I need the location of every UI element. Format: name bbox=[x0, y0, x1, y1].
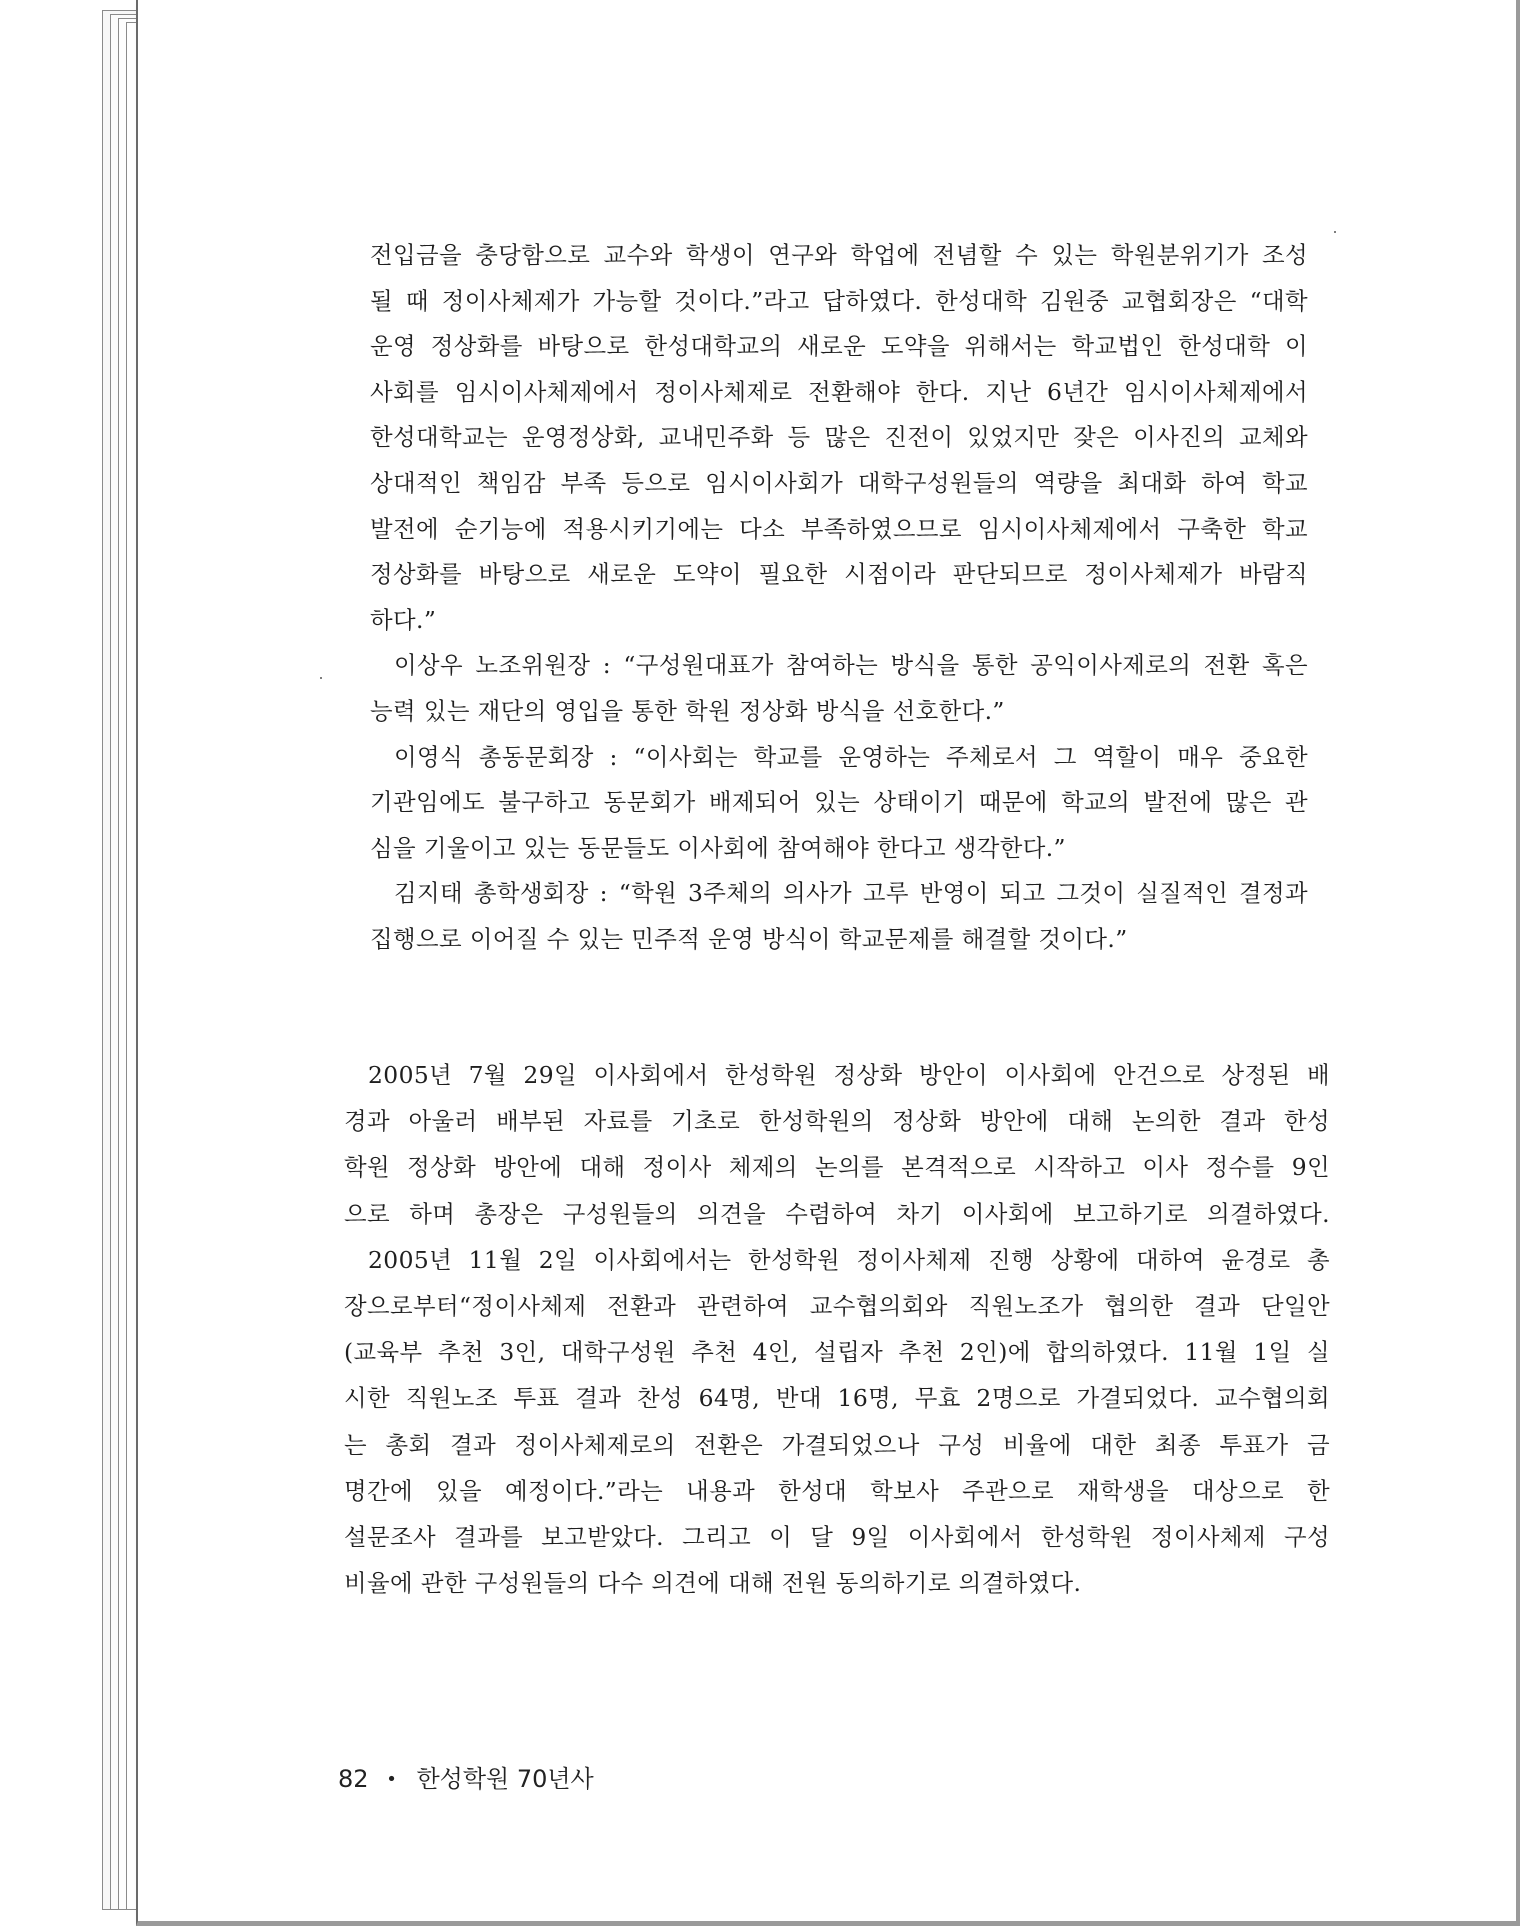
quote-student-president: 김지태 총학생회장 : “학원 3주체의 의사가 고루 반영이 되고 그것이 실질적인 결정과 bbox=[394, 879, 1308, 908]
page-number: 82 bbox=[338, 1765, 369, 1793]
body-line: 발전에 순기능에 적용시키기에는 다소 부족하였으므로 임시이사체제에서 구축한 학교 bbox=[370, 514, 1308, 543]
body-line: 는 총회 결과 정이사체제로의 전환은 가결되었으나 구성 비율에 대한 최종 투표가 금 bbox=[344, 1430, 1330, 1459]
body-line: 사회를 임시이사체제에서 정이사체제로 전환해야 한다. 지난 6년간 임시이사체제에서 bbox=[370, 377, 1308, 406]
board-meeting-paragraphs bbox=[344, 1052, 1330, 1606]
paragraph-2005-11-02: 2005년 11월 2일 이사회에서는 한성학원 정이사체제 진행 상황에 대하여 윤경로 총 bbox=[368, 1245, 1330, 1274]
page-footer bbox=[338, 1759, 594, 1794]
body-line: 설문조사 결과를 보고받았다. 그리고 이 달 9일 이사회에서 한성학원 정이사체제 구성 bbox=[344, 1522, 1330, 1551]
body-line: 하다.” bbox=[370, 605, 437, 634]
body-line: 심을 기울이고 있는 동문들도 이사회에 참여해야 한다고 생각한다.” bbox=[370, 833, 1066, 862]
body-line: 시한 직원노조 투표 결과 찬성 64명, 반대 16명, 무효 2명으로 가결되었다. 교수협의회 bbox=[344, 1384, 1330, 1413]
body-line: 정상화를 바탕으로 새로운 도약이 필요한 시점이라 판단되므로 정이사체제가 바람직 bbox=[370, 560, 1308, 589]
body-line: 학원 정상화 방안에 대해 정이사 체제의 논의를 본격적으로 시작하고 이사 정수를 9인 bbox=[344, 1153, 1330, 1182]
quote-alumni-chief: 이영식 총동문회장 : “이사회는 학교를 운영하는 주체로서 그 역할이 매우 중요한 bbox=[394, 742, 1308, 771]
body-line: 명간에 있을 예정이다.”라는 내용과 한성대 학보사 주관으로 재학생을 대상으로 한 bbox=[344, 1476, 1330, 1505]
body-line: 될 때 정이사체제가 가능할 것이다.”라고 답하였다. 한성대학 김원중 교협회장은 “대학 bbox=[370, 286, 1308, 315]
body-line: (교육부 추천 3인, 대학구성원 추천 4인, 설립자 추천 2인)에 합의하였다. 11월 1일 실 bbox=[344, 1338, 1330, 1367]
body-line: 한성대학교는 운영정상화, 교내민주화 등 많은 진전이 있었지만 잦은 이사진의 교체와 bbox=[370, 423, 1308, 452]
quote-union-chief: 이상우 노조위원장 : “구성원대표가 참여하는 방식을 통한 공익이사제로의 전환 혹은 bbox=[394, 651, 1308, 680]
body-line: 기관임에도 불구하고 동문회가 배제되어 있는 상태이기 때문에 학교의 발전에 많은 관 bbox=[370, 788, 1308, 817]
body-line: 장으로부터“정이사체제 전환과 관련하여 교수협의회와 직원노조가 협의한 결과 단일안 bbox=[344, 1291, 1330, 1320]
body-line: 집행으로 이어질 수 있는 민주적 운영 방식이 학교문제를 해결할 것이다.” bbox=[370, 924, 1128, 953]
body-line: 으로 하며 총장은 구성원들의 의견을 수렴하여 차기 이사회에 보고하기로 의결하였다. bbox=[344, 1199, 1330, 1228]
scan-speck bbox=[320, 677, 322, 679]
book-title: 한성학원 70년사 bbox=[416, 1765, 594, 1793]
body-line: 경과 아울러 배부된 자료를 기초로 한성학원의 정상화 방안에 대해 논의한 결과 한성 bbox=[344, 1107, 1330, 1136]
body-line: 전입금을 충당함으로 교수와 학생이 연구와 학업에 전념할 수 있는 학원분위기가 조성 bbox=[370, 241, 1308, 269]
body-line: 능력 있는 재단의 영입을 통한 학원 정상화 방식을 선호한다.” bbox=[370, 696, 1005, 725]
footer-bullet-icon: • bbox=[386, 1769, 397, 1790]
interview-quotes-block bbox=[370, 233, 1308, 963]
paragraph-2005-07-29: 2005년 7월 29일 이사회에서 한성학원 정상화 방안이 이사회에 안건으로 상정된 배 bbox=[368, 1061, 1330, 1089]
body-line: 상대적인 책임감 부족 등으로 임시이사회가 대학구성원들의 역량을 최대화 하여 학교 bbox=[370, 468, 1308, 497]
body-line: 운영 정상화를 바탕으로 한성대학교의 새로운 도약을 위해서는 학교법인 한성대학 이 bbox=[370, 332, 1308, 361]
scan-speck bbox=[1334, 231, 1336, 233]
body-line: 비율에 관한 구성원들의 다수 의견에 대해 전원 동의하기로 의결하였다. bbox=[344, 1569, 1082, 1598]
